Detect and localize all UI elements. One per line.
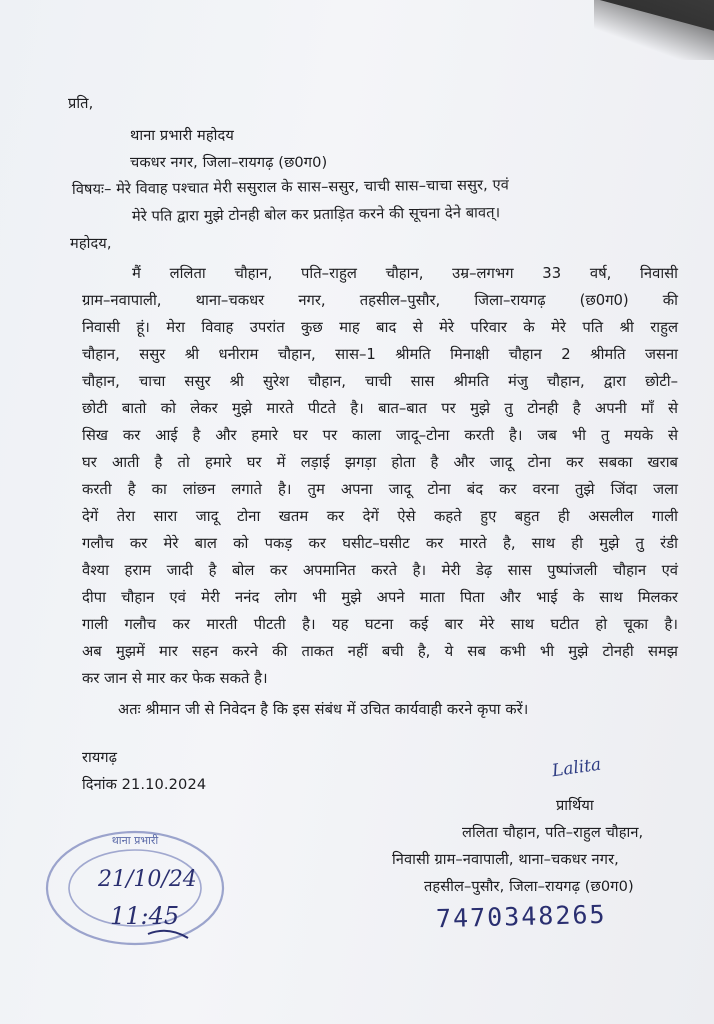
applicant-line-1: ललिता चौहान, पति–राहुल चौहान, (462, 824, 644, 841)
handwritten-signature: Lalita (550, 754, 603, 782)
applicant-line-2: निवासी ग्राम–नवापाली, थाना–चकधर नगर, (392, 851, 619, 868)
prati-label: प्रति, (68, 95, 94, 112)
body-line: ग्राम–नवापाली, थाना–चकधर नगर, तहसील–पुसौर, जिला–रायगढ़ (छ0ग0) की (82, 292, 678, 309)
body-line: घर आती है तो हमारे घर में लड़ाई झगड़ा होता है और जादू टोना कर सबका खराब (82, 454, 678, 471)
handwritten-phone-number: 7470348265 (435, 899, 607, 934)
subject-line-2: मेरे पति द्वारा मुझे टोनही बोल कर प्रताड़ित करने की सूचना देने बावत्। (131, 204, 501, 225)
body-line: दीपा चौहान एवं मेरी ननंद लोग भी मुझे अपने माता पिता और भाई के साथ मिलकर (82, 589, 678, 606)
body-line: निवासी हूं। मेरा विवाह उपरांत कुछ माह बाद से मेरे परिवार के मेरे पति श्री राहुल (82, 319, 678, 336)
body-line: अब मुझमें मार सहन करने की ताकत नहीं बची है, ये सब कभी भी मुझे टोनही समझ (82, 643, 678, 660)
address: चकधर नगर, जिला–रायगढ़ (छ0ग0) (130, 154, 328, 171)
addressee: थाना प्रभारी महोदय (130, 127, 234, 144)
page-fold-shadow (594, 0, 714, 60)
place: रायगढ़ (82, 749, 118, 766)
body-line: कर जान से मार कर फेक सकते है। (82, 670, 268, 687)
stamp-pen-stroke (148, 931, 188, 938)
body-line: सिख कर आई है और हमारे घर पर काला जादू–टोना करती है। जब भी तु मयके से (82, 427, 678, 444)
body-line: वैश्या हराम जादी है बोल कर अपमानित करते है। मेरी डेढ़ सास पुष्पांजली चौहान एवं (82, 562, 678, 579)
body-line: चौहान, ससुर श्री धनीराम चौहान, सास–1 श्रीमति मिनाक्षी चौहान 2 श्रीमति जसना (82, 346, 678, 363)
stamp-text: थाना प्रभारी (111, 834, 159, 847)
request-line: अतः श्रीमान जी से निवेदन है कि इस संबंध में उचित कार्यवाही करने कृपा करें। (118, 701, 529, 718)
applicant-label: प्रार्थिया (556, 797, 594, 814)
applicant-line-3: तहसील–पुसौर, जिला–रायगढ़ (छ0ग0) (424, 878, 634, 895)
police-station-stamp (40, 826, 230, 950)
body-line: देगें तेरा सारा जादू टोना खतम कर देगें ऐसे कहते हुए बहुत ही असलील गाली (82, 508, 678, 525)
salutation: महोदय, (70, 235, 112, 252)
body-line: चौहान, चाचा ससुर श्री सुरेश चौहान, चाची सास श्रीमति मंजु चौहान, द्वारा छोटी– (82, 373, 678, 390)
date: दिनांक 21.10.2024 (82, 776, 207, 793)
body-line: गलौच कर मेरे बाल को पकड़ कर घसीट–घसीट कर मारते है, साथ ही मुझे तु रंडी (82, 535, 678, 552)
body-line: मैं ललिता चौहान, पति–राहुल चौहान, उम्र–लगभग 33 वर्ष, निवासी (132, 265, 678, 282)
subject-line-1: विषयः– मेरे विवाह पश्चात मेरी ससुराल के सास–ससुर, चाची सास–चाचा ससुर, एवं (71, 176, 510, 198)
body-line: छोटी बातो को लेकर मुझे मारते पीटते है। बात–बात पर मुझे तु टोनही है अपनी माँ से (82, 400, 678, 417)
body-line: करती है का लांछन लगाते है। तुम अपना जादू टोना बंद कर वरना तुझे जिंदा जला (82, 481, 678, 498)
stamp-handwritten-time: 11:45 (110, 902, 180, 930)
stamp-handwritten-date: 21/10/24 (98, 867, 197, 892)
body-line: गाली गलौच कर मारती पीटती है। यह घटना कई बार मेरे साथ घटीत हो चूका है। (82, 616, 678, 633)
